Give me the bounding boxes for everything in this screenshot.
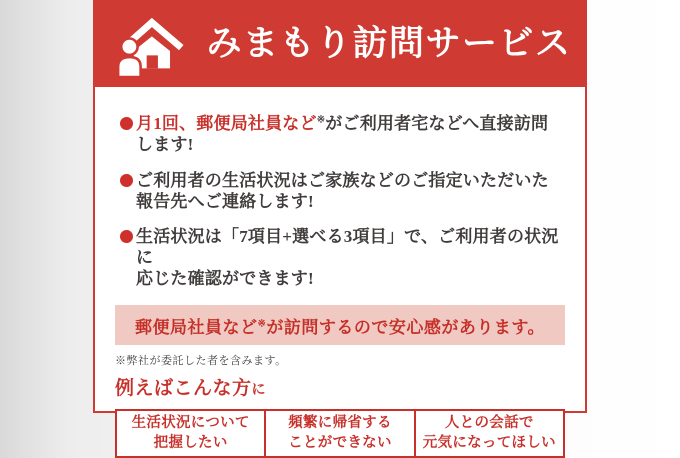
example-line-2: 把握したい — [153, 434, 228, 451]
bullet-line-1: ご利用者の生活状況はご家族などのご指定いただいた — [136, 171, 549, 190]
bullet-item-report-family — [120, 170, 565, 212]
header-banner — [93, 0, 587, 87]
example-line-2: 元気になってほしい — [422, 434, 556, 451]
page-title: みまもり訪問サービス — [206, 24, 572, 63]
highlight-segment: 郵便局社員など — [134, 317, 258, 337]
examples-heading-main: 例えばこんな方 — [115, 378, 252, 399]
highlight-segment: が訪問するので安心感があります。 — [266, 317, 546, 337]
bullet-dot — [120, 230, 133, 243]
content-panel — [93, 87, 587, 451]
bullet-dot — [120, 174, 133, 187]
example-line-1: 頻繁に帰省する — [288, 414, 392, 431]
example-line-1: 生活状況について — [131, 414, 250, 431]
bullet-text — [136, 170, 549, 212]
bullet-red-segment: 月1回、郵便局社員など — [136, 114, 317, 133]
bullet-text — [136, 226, 565, 289]
footnote-marker: ※ — [257, 317, 267, 329]
bullet-list — [115, 113, 565, 289]
bullet-text — [136, 113, 565, 155]
examples-heading — [115, 376, 565, 403]
bullet-line-1: 生活状況は「7項目+選べる3項目」で、ご利用者の状況に — [136, 227, 559, 267]
bullet-dark-segment: がご利用者宅などへ直接訪問します! — [136, 114, 549, 154]
example-line-2: ことができない — [288, 434, 392, 451]
highlight-text — [135, 313, 545, 338]
bullet-item-check-items — [120, 226, 565, 289]
bullet-dot — [120, 117, 133, 130]
house-with-person-icon — [108, 13, 194, 77]
footnote-marker: ※ — [316, 114, 326, 126]
example-cell-cheer-up-conversation — [414, 411, 563, 456]
highlight-banner — [115, 305, 565, 345]
example-cell-grasp-situation — [117, 411, 264, 456]
bullet-line-2: 報告先へご連絡します! — [136, 192, 314, 211]
example-cell-cannot-return-home — [264, 411, 413, 456]
examples-heading-suffix: に — [251, 383, 267, 398]
example-line-1: 人との会話で — [444, 414, 534, 431]
bullet-line-2: 応じた確認ができます! — [136, 269, 314, 288]
service-card — [93, 0, 587, 451]
examples-table — [115, 409, 565, 458]
footnote-text: ※弊社が委託した者を含みます。 — [115, 355, 287, 367]
bullet-item-monthly-visit — [120, 113, 565, 155]
